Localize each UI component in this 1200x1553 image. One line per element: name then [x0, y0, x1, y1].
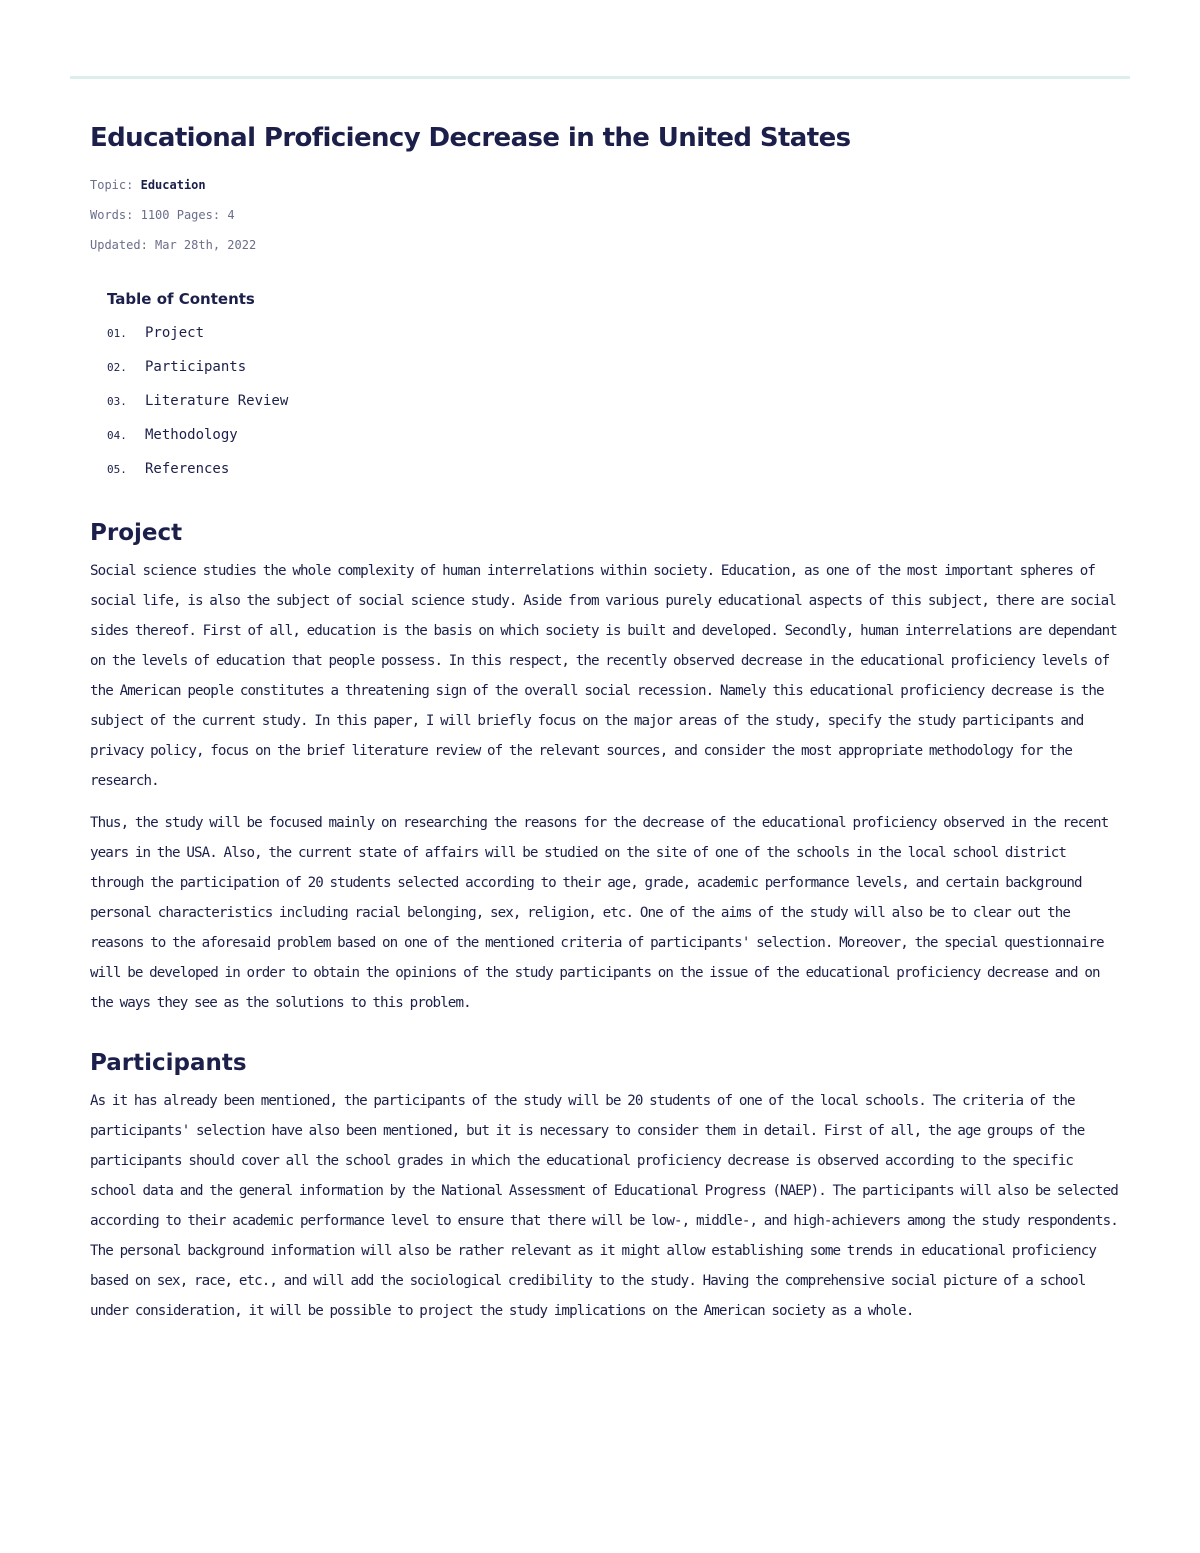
toc-item-number: 01.: [107, 327, 127, 340]
document-page: [90, 118, 1120, 1326]
table-of-contents: [107, 288, 1120, 486]
toc-item-number: 02.: [107, 361, 127, 374]
meta-topic: [90, 170, 1120, 200]
toc-item-number: 03.: [107, 395, 127, 408]
toc-item-methodology[interactable]: [107, 418, 1120, 452]
toc-item-number: 05.: [107, 463, 127, 476]
words-value: 1100: [140, 208, 170, 222]
meta-updated: [90, 230, 1120, 260]
toc-item-number: 04.: [107, 429, 127, 442]
toc-item-references[interactable]: [107, 452, 1120, 486]
section-project: [90, 516, 1120, 1018]
document-meta: [90, 170, 1120, 260]
toc-item-project[interactable]: [107, 316, 1120, 350]
header-divider: [70, 76, 1130, 79]
toc-item-label[interactable]: Project: [145, 325, 205, 341]
section-participants: [90, 1046, 1120, 1326]
document-title: Educational Proficiency Decrease in the United States: [90, 123, 851, 153]
body-paragraph: Thus, the study will be focused mainly on researching the reasons for the decrease of the educational proficiency observed in the recent years in the USA. Also, the current state of affairs will be studied on the site of one of the schools in the local school district through the participation of 20 students selected according to their age, grade, academic performance levels, and certain background personal characteristics including racial belonging, sex, religion, etc. One of the aims of the study will also be to clear out the reasons to the aforesaid problem based on one of the mentioned criteria of participants' selection. Moreover, the special questionnaire will be developed in order to obtain the opinions of the study participants on the issue of the educational proficiency decrease and on the ways they see as the solutions to this problem.: [90, 815, 1109, 1011]
toc-item-participants[interactable]: [107, 350, 1120, 384]
topic-link[interactable]: Education: [140, 178, 206, 192]
topic-label: Topic:: [90, 178, 134, 192]
body-paragraph: As it has already been mentioned, the participants of the study will be 20 students of one of the local schools. The criteria of the participants' selection have also been mentioned, but it is necessary to consider them in detail. First of all, the age groups of the participants should cover all the school grades in which the educational proficiency decrease is observed according to the specific school data and the general information by the National Assessment of Educational Progress (NAEP). The participants will also be selected according to their academic performance level to ensure that there will be low-, middle-, and high-achievers among the study respondents. The personal background information will also be rather relevant as it might allow establishing some trends in educational proficiency based on sex, race, etc., and will add the sociological credibility to the study. Having the comprehensive social picture of a school under consideration, it will be possible to project the study implications on the American society as a whole.: [90, 1093, 1118, 1319]
meta-words-pages: [90, 200, 1120, 230]
toc-item-label[interactable]: Participants: [145, 359, 247, 375]
updated-value: Mar 28th, 2022: [155, 238, 257, 252]
toc-item-label[interactable]: Methodology: [145, 427, 238, 443]
toc-item-label[interactable]: Literature Review: [145, 393, 289, 409]
section-heading: Participants: [90, 1050, 247, 1076]
toc-item-label[interactable]: References: [145, 461, 230, 477]
words-label: Words:: [90, 208, 134, 222]
section-heading: Project: [90, 520, 183, 546]
body-paragraph: Social science studies the whole complexity of human interrelations within society. Education, as one of the most important spheres of social life, is also the subject of social science study. Aside from various purely educational aspects of this subject, there are social sides thereof. First of all, education is the basis on which society is built and developed. Secondly, human interrelations are dependant on the levels of education that people possess. In this respect, the recently observed decrease in the educational proficiency levels of the American people constitutes a threatening sign of the overall social recession. Namely this educational proficiency decrease is the subject of the current study. In this paper, I will briefly focus on the major areas of the study, specify the study participants and privacy policy, focus on the brief literature review of the relevant sources, and consider the most appropriate methodology for the research.: [90, 563, 1117, 789]
pages-label: Pages:: [176, 208, 221, 222]
pages-value: 4: [227, 208, 235, 222]
updated-label: Updated:: [90, 238, 148, 252]
toc-title: Table of Contents: [107, 290, 255, 308]
toc-item-literature-review[interactable]: [107, 384, 1120, 418]
